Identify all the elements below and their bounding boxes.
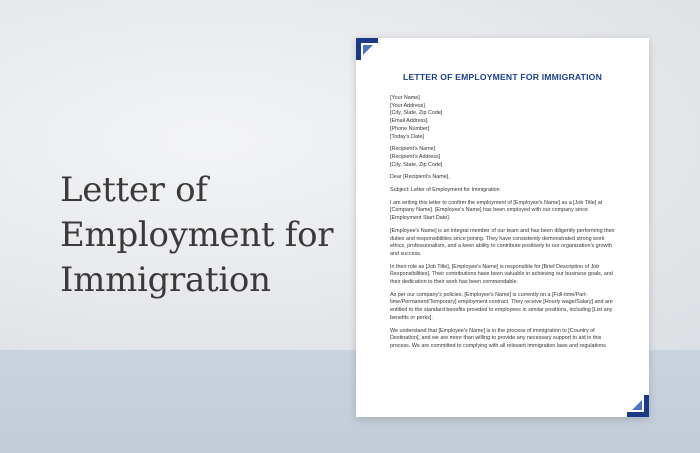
hero-title (60, 168, 340, 303)
paragraph-4 (390, 292, 620, 323)
paragraph-line: process. We are committed to complying with all relevant immigration laws and regulations (390, 342, 606, 349)
paragraph-line: duties and responsibilities since joining. They have consistently demonstrated strong work (390, 235, 605, 242)
paragraph-line: [Employee's Name] is an integral member of our team and has been diligently performing their (390, 227, 615, 234)
salutation (390, 174, 620, 182)
paragraph-line: and success. (390, 250, 422, 257)
letter-date: [Today's Date] (390, 133, 424, 140)
salutation-text: Dear [Recipient's Name], (390, 174, 450, 181)
recipient-block (390, 146, 620, 169)
paragraph-3 (390, 264, 620, 287)
subject-text: Subject: Letter of Employment for Immigration (390, 187, 500, 194)
recipient-address: [Recipient's Address] (390, 153, 441, 160)
paragraph-line: Responsibilities]. Their contributions have been valuable in achieving our business goals, and (390, 271, 613, 278)
subject-line (390, 187, 620, 195)
letter-document (356, 38, 649, 417)
paragraph-line: Destination], and we are more than willing to provide any necessary support to aid in this (390, 335, 602, 342)
paragraph-1 (390, 200, 620, 223)
paragraph-2 (390, 228, 620, 259)
paragraph-line: I am writing this letter to confirm the employment of [Employee's Name] as a [Job Title] at (390, 199, 603, 206)
paragraph-line: [Company Name]. [Employee's Name] has been employed with our company since (390, 207, 588, 214)
recipient-city: [City, State, Zip Code] (390, 161, 443, 168)
paragraph-line: In their role as [Job Title], [Employee's Name] is responsible for [Brief Description of Job (390, 263, 600, 270)
document-body (390, 95, 620, 356)
hero-title-line-3: Immigration (60, 260, 271, 300)
paragraph-line: ethics, professionalism, and a keen ability to contribute positively to our organization's growth (390, 243, 612, 250)
recipient-name: [Recipient's Name] (390, 146, 436, 153)
hero-title-line-2: Employment for (60, 215, 334, 255)
paragraph-line: their dedication to their work has been commendable. (390, 279, 518, 286)
sender-city: [City, State, Zip Code] (390, 110, 443, 117)
sender-name: [Your Name] (390, 95, 420, 101)
paragraph-line: time/Permanent/Temporary] employment contract. They receive [Hourly wage/Salary] and are (390, 299, 613, 306)
sender-email: [Email Address] (390, 118, 428, 125)
corner-bottom-right-decoration (627, 395, 649, 417)
sender-phone: [Phone Number] (390, 125, 430, 132)
paragraph-5 (390, 328, 620, 351)
paragraph-line: benefits or perks]. (390, 314, 433, 321)
paragraph-line: We understand that [Employee's Name] is in the process of immigration to [Country of (390, 327, 595, 334)
sender-address: [Your Address] (390, 102, 425, 109)
corner-top-left-decoration (356, 38, 378, 60)
paragraph-line: [Employment Start Date]. (390, 215, 451, 222)
document-title: LETTER OF EMPLOYMENT FOR IMMIGRATION (403, 72, 602, 82)
hero-title-line-1: Letter of (60, 170, 208, 210)
paragraph-line: As per our company's policies, [Employee's Name] is currently on a [Full-time/Part- (390, 291, 588, 298)
sender-block (390, 95, 620, 141)
paragraph-line: entitled to the standard benefits provided to employees in similar positions, including [List any (390, 307, 613, 314)
